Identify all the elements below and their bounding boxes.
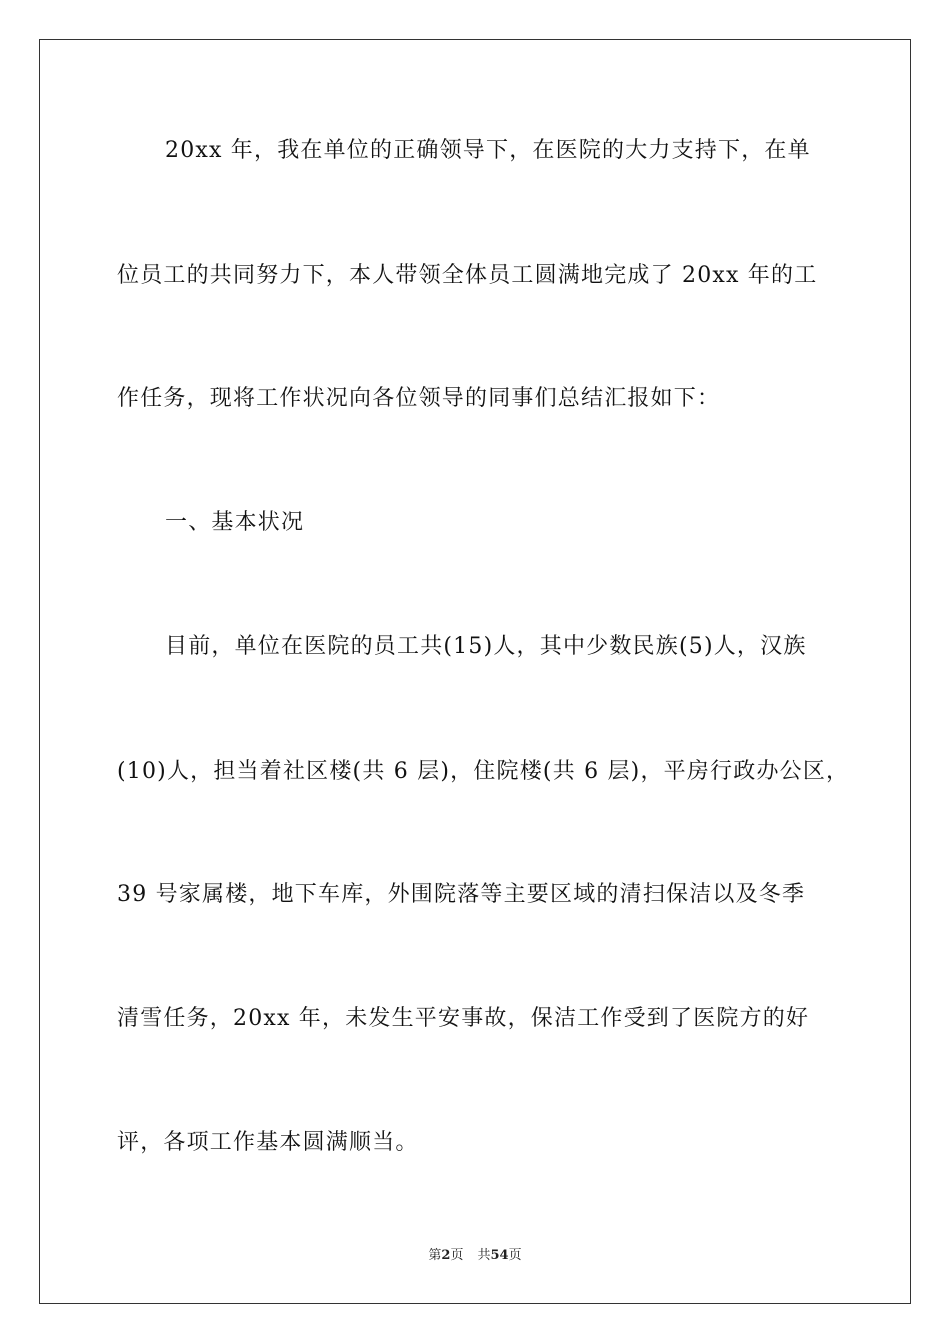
page-suffix: 页	[450, 1248, 464, 1263]
paragraph-1-line-3: 作任务，现将工作状况向各位领导的同事们总结汇报如下：	[117, 386, 721, 411]
paragraph-2-line-3: 39 号家属楼，地下车库，外围院落等主要区域的清扫保洁以及冬季	[117, 882, 806, 907]
section-heading: 一、基本状况	[165, 510, 305, 535]
paragraph-1-line-1: 20xx 年，我在单位的正确领导下，在医院的大力支持下，在单	[165, 138, 811, 163]
page-border	[39, 39, 911, 1304]
paragraph-2-line-2: (10)人，担当着社区楼(共 6 层)，住院楼(共 6 层)，平房行政办公区，	[117, 759, 850, 784]
paragraph-2-line-4: 清雪任务，20xx 年，未发生平安事故，保洁工作受到了医院方的好	[117, 1006, 810, 1031]
total-suffix: 页	[508, 1248, 522, 1263]
page-prefix: 第	[428, 1248, 442, 1263]
total-pages: 54	[490, 1248, 509, 1263]
total-prefix: 共	[477, 1248, 491, 1263]
page-number: 2	[441, 1248, 451, 1263]
page-footer	[0, 1247, 950, 1265]
paragraph-2-line-1: 目前，单位在医院的员工共(15)人，其中少数民族(5)人，汉族	[165, 634, 807, 659]
paragraph-1-line-2: 位员工的共同努力下，本人带领全体员工圆满地完成了 20xx 年的工	[117, 263, 818, 288]
paragraph-2-line-5: 评，各项工作基本圆满顺当。	[117, 1130, 419, 1155]
